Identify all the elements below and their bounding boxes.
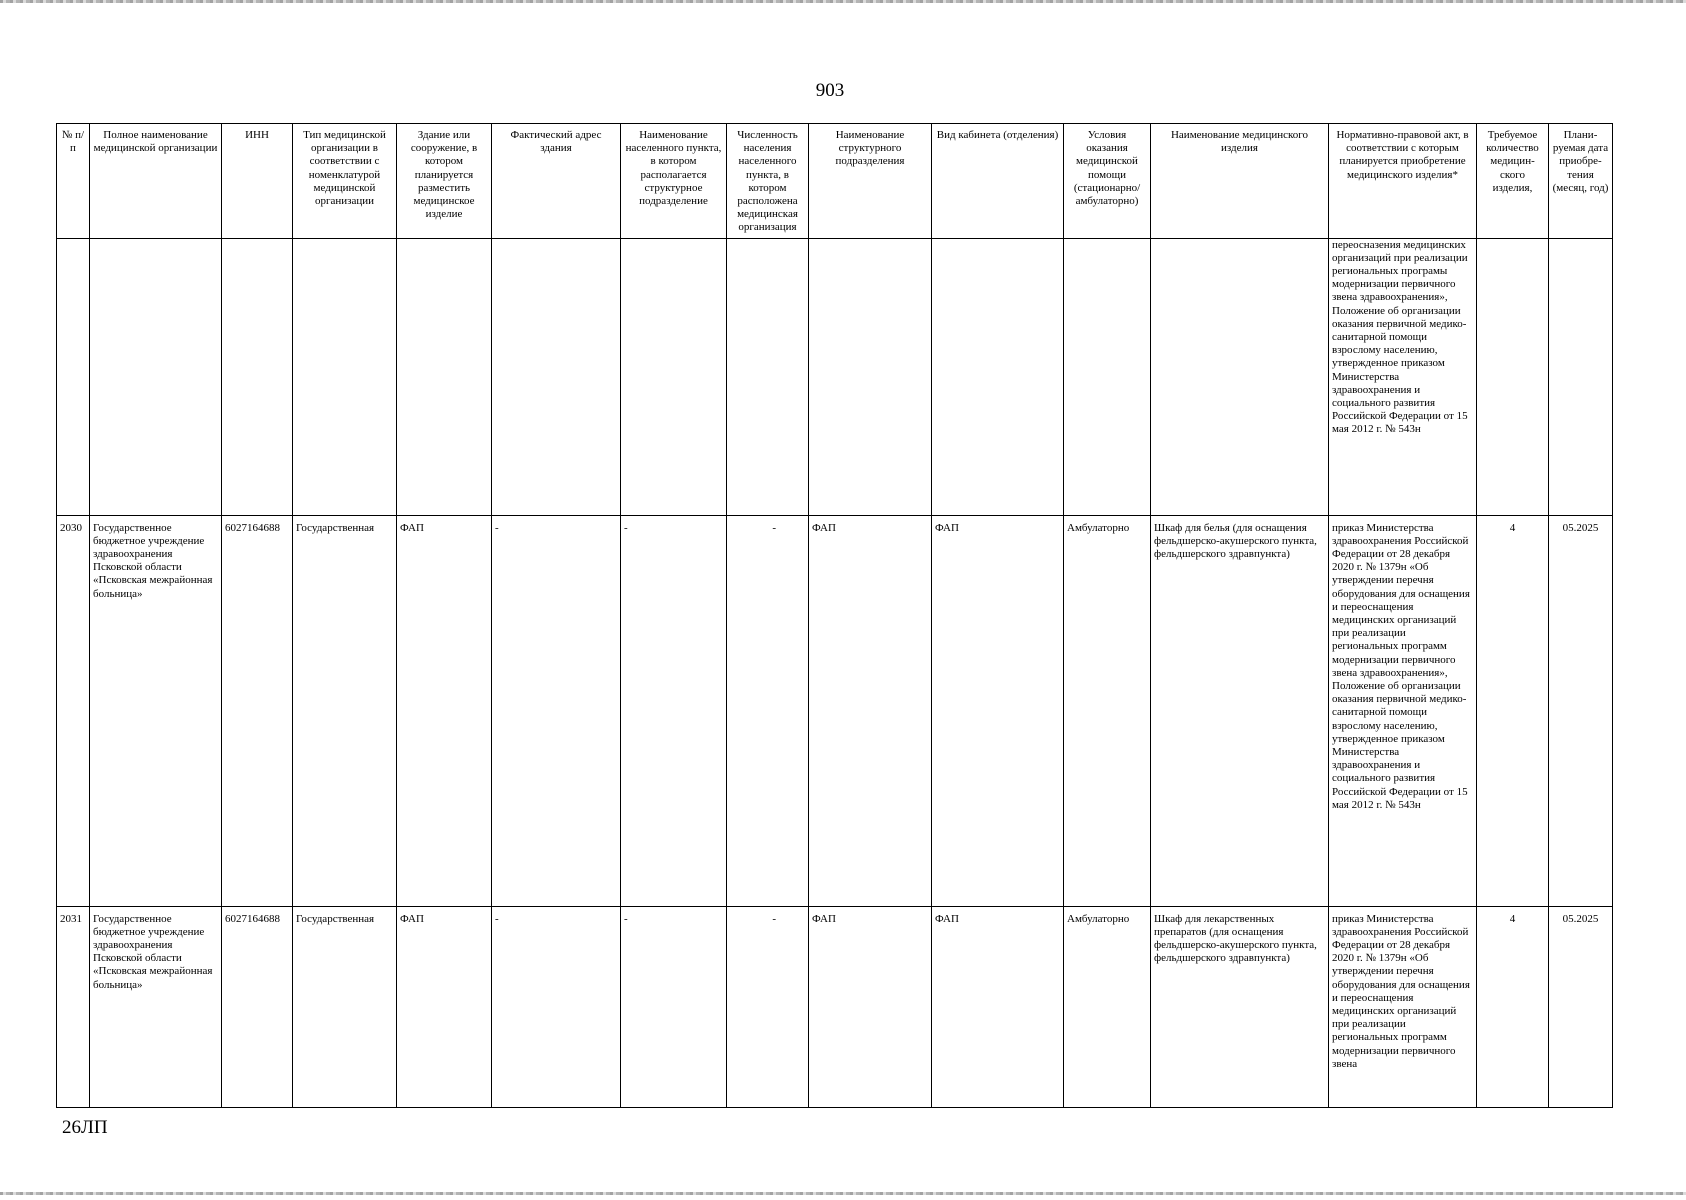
cell-empty xyxy=(90,238,222,515)
column-header: Тип медицинской организации в соответствии с номенклатурой медицинской организации xyxy=(293,124,397,239)
column-header: Вид кабинета (отделения) xyxy=(932,124,1064,239)
page-number: 903 xyxy=(815,80,845,101)
scan-edge-bottom xyxy=(0,1192,1686,1195)
table-row-continuation xyxy=(57,238,1613,515)
table-row xyxy=(57,515,1613,906)
cell-population: - xyxy=(727,515,809,906)
cell-legal-act: приказ Министерства здравоохранения Российской Федерации от 28 декабря 2020 г. № 1379н «Об утверждении перечня оборудования для оснащения и переоснащения медицинских организаций при реализации региональных программ модернизации первичного звена xyxy=(1329,906,1477,1107)
cell-address: - xyxy=(492,906,621,1107)
table-header-row xyxy=(57,124,1613,239)
cell-empty xyxy=(1151,238,1329,515)
cell-empty xyxy=(932,238,1064,515)
column-header: Нормативно-правовой акт, в соответствии с которым планируется приобретение медицинского изделия* xyxy=(1329,124,1477,239)
cell-empty xyxy=(397,238,492,515)
cell-organization: Государственное бюджетное учреждение здравоохранения Псковской области «Псковская межрайонная больница» xyxy=(90,906,222,1107)
column-header: Здание или сооружение, в котором планируется разместить медицинское изделие xyxy=(397,124,492,239)
cell-population: - xyxy=(727,906,809,1107)
document-code: 26ЛП xyxy=(62,1117,108,1138)
cell-locality: - xyxy=(621,906,727,1107)
cell-legal-act: приказ Министерства здравоохранения Российской Федерации от 28 декабря 2020 г. № 1379н «Об утверждении перечня оборудования для оснащения и переоснащения медицинских организаций при реализации региональных программ модернизации первичного звена здравоохранения», Положение об организации оказания первичной медико-санитарной помощи взрослому населению, утвержденное приказом Министерства здравоохранения и социального развития Российской Федерации от 15 мая 2012 г. № 543н xyxy=(1329,515,1477,906)
cell-empty xyxy=(727,238,809,515)
column-header: ИНН xyxy=(222,124,293,239)
cell-device: Шкаф для белья (для оснащения фельдшерско-акушерского пункта, фельдшерского здравпункта) xyxy=(1151,515,1329,906)
cell-empty xyxy=(293,238,397,515)
cell-empty xyxy=(492,238,621,515)
column-header: Наименование структурного подразделения xyxy=(809,124,932,239)
column-header: Наименование медицинского изделия xyxy=(1151,124,1329,239)
cell-organization: Государственное бюджетное учреждение здравоохранения Псковской области «Псковская межрайонная больница» xyxy=(90,515,222,906)
cell-address: - xyxy=(492,515,621,906)
cell-empty xyxy=(1477,238,1549,515)
column-header: Полное наименование медицинской организации xyxy=(90,124,222,239)
cell-empty xyxy=(57,238,90,515)
cell-device: Шкаф для лекарственных препаратов (для оснащения фельдшерско-акушерского пункта, фельдшерского здравпункта) xyxy=(1151,906,1329,1107)
cell-cabinet: ФАП xyxy=(932,515,1064,906)
cell-date: 05.2025 xyxy=(1549,515,1613,906)
cell-org-type: Государственная xyxy=(293,515,397,906)
registry-table xyxy=(56,123,1613,1108)
table-row xyxy=(57,906,1613,1107)
scan-edge-top xyxy=(0,0,1686,3)
column-header: Плани-руемая дата приобре-тения (месяц, год) xyxy=(1549,124,1613,239)
cell-quantity: 4 xyxy=(1477,515,1549,906)
cell-building: ФАП xyxy=(397,515,492,906)
cell-conditions: Амбулаторно xyxy=(1064,906,1151,1107)
column-header: Наименование населенного пункта, в котором располагается структурное подразделение xyxy=(621,124,727,239)
cell-building: ФАП xyxy=(397,906,492,1107)
cell-legal-act: переосназения медицинских организаций при реализации региональных програмы модернизации первичного звена здравоохранения», Положение об организации оказания первичной медико-санитарной помощи взрослому населению, утвержденное приказом Министерства здравоохранения и социального развития Российской Федерации от 15 мая 2012 г. № 543н xyxy=(1329,238,1477,515)
cell-inn: 6027164688 xyxy=(222,906,293,1107)
cell-date: 05.2025 xyxy=(1549,906,1613,1107)
cell-empty xyxy=(1549,238,1613,515)
column-header: Фактический адрес здания xyxy=(492,124,621,239)
cell-empty xyxy=(621,238,727,515)
cell-inn: 6027164688 xyxy=(222,515,293,906)
column-header: Условия оказания медицинской помощи (стационарно/ амбулаторно) xyxy=(1064,124,1151,239)
cell-row-number: 2030 xyxy=(57,515,90,906)
cell-conditions: Амбулаторно xyxy=(1064,515,1151,906)
cell-empty xyxy=(809,238,932,515)
cell-unit: ФАП xyxy=(809,515,932,906)
column-header: № п/п xyxy=(57,124,90,239)
cell-row-number: 2031 xyxy=(57,906,90,1107)
column-header: Численность населения населенного пункта, в котором расположена медицинская организация xyxy=(727,124,809,239)
cell-locality: - xyxy=(621,515,727,906)
cell-empty xyxy=(222,238,293,515)
cell-unit: ФАП xyxy=(809,906,932,1107)
cell-org-type: Государственная xyxy=(293,906,397,1107)
column-header: Требуемое количество медицин-ского изделия, xyxy=(1477,124,1549,239)
cell-quantity: 4 xyxy=(1477,906,1549,1107)
cell-empty xyxy=(1064,238,1151,515)
cell-cabinet: ФАП xyxy=(932,906,1064,1107)
